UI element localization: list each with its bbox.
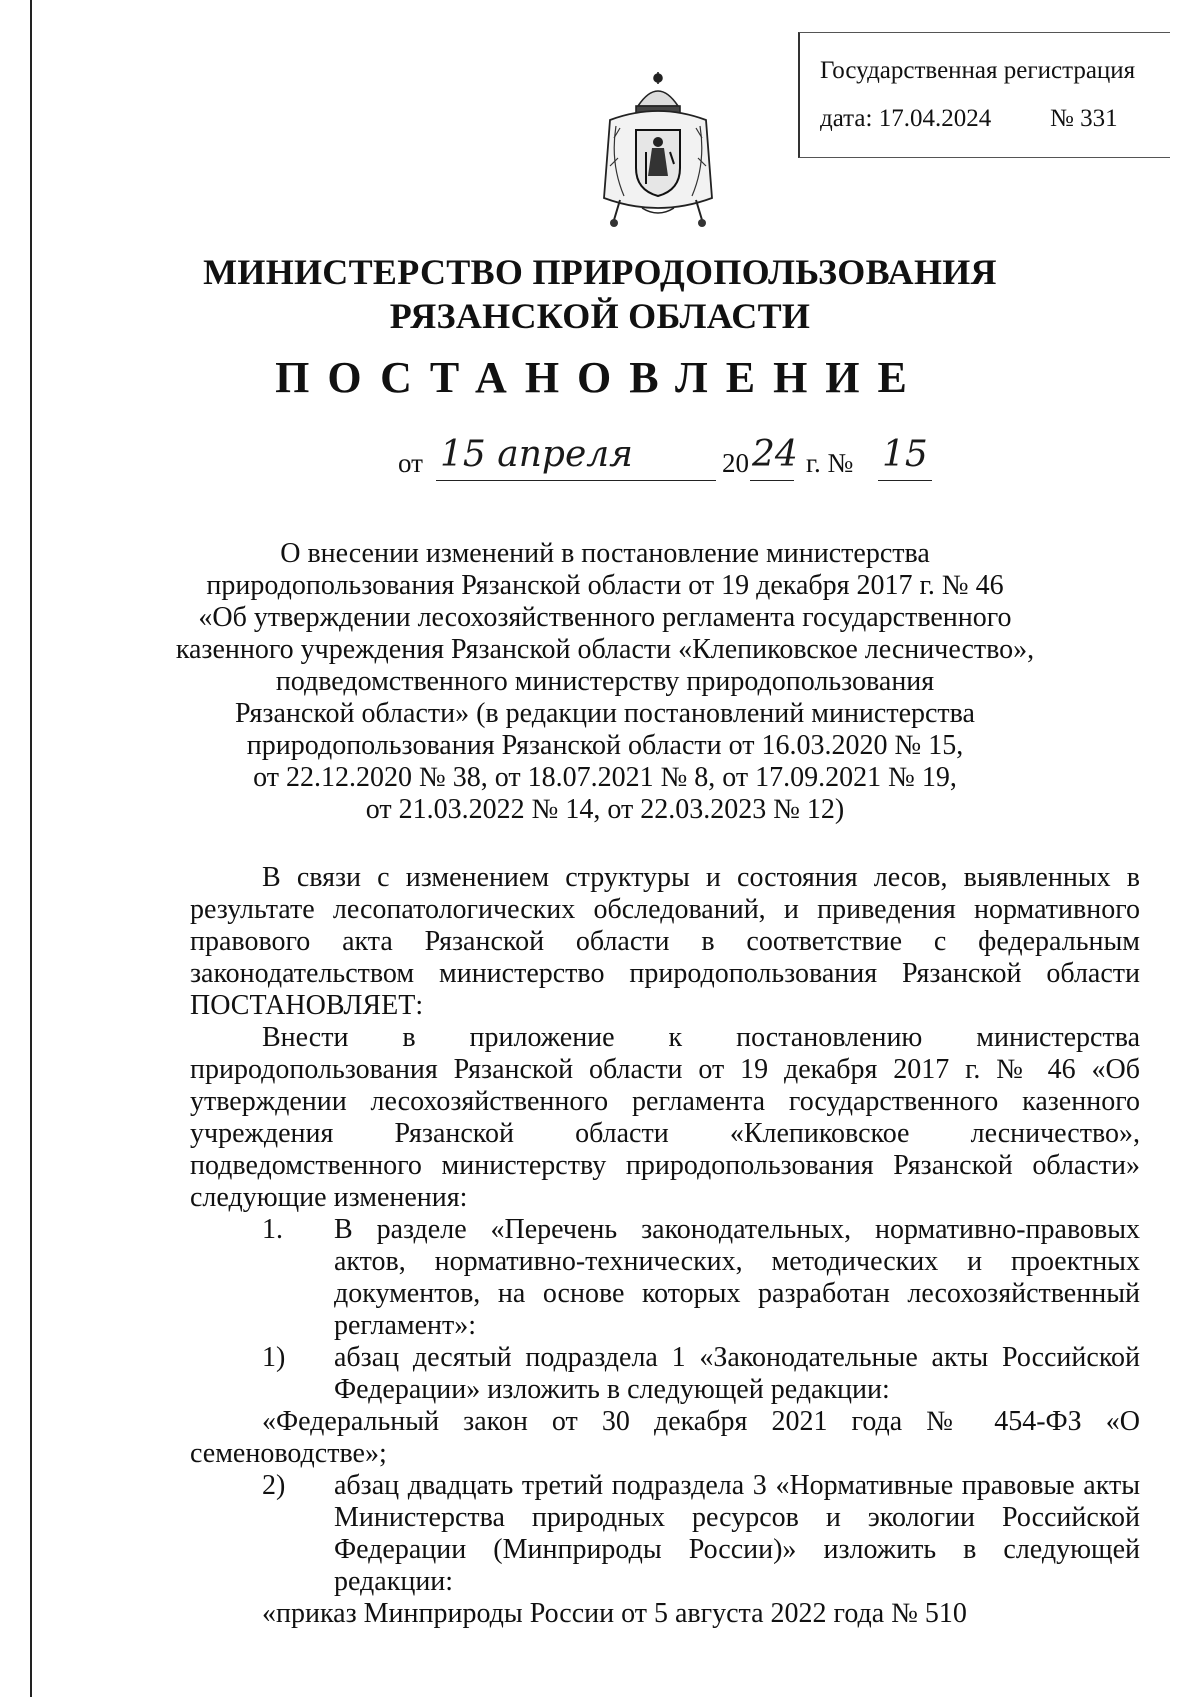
subject-line: природопользования Рязанской области от 19 декабря 2017 г. № 46 (206, 570, 1004, 601)
subject-line: от 22.12.2020 № 38, от 18.07.2021 № 8, от 17.09.2021 № 19, (253, 762, 957, 793)
subitem-1-number: 1) (262, 1342, 286, 1373)
subitem-1 (118, 1342, 1140, 1406)
subject-line: Рязанской области» (в редакции постановлений министерства (235, 698, 975, 729)
document-type-heading: ПОСТАНОВЛЕНИЕ (275, 353, 925, 402)
intro-paragraph: Внести в приложение к постановлению министерства природопользования Рязанской области от 19 декабря 2017 г. № 46 «Об утверждении лесохозяйственного регламента государственного казенного учреждения Рязанской области «Клепиковское лесничество», подведомственного министерству природопользования Рязанской области» следующие изменения: (190, 1022, 1140, 1213)
item-1 (190, 1214, 1140, 1342)
registration-stamp (798, 32, 1170, 158)
decree-dateline (0, 436, 1200, 486)
number-prefix: г. № (806, 448, 854, 478)
decree-body (190, 862, 1140, 1630)
decree-subject (150, 538, 1060, 826)
subitem-2 (118, 1470, 1140, 1598)
subject-line: «Об утверждении лесохозяйственного регламента государственного (198, 602, 1012, 633)
handwritten-year: 24 (752, 434, 798, 475)
subject-line: О внесении изменений в постановление министерства (280, 538, 930, 569)
item-1-text: В разделе «Перечень законодательных, нормативно-правовых актов, нормативно-технических, методических и проектных документов, на основе которых разработан лесохозяйственный регламент»: (334, 1214, 1140, 1341)
item-1-number: 1. (262, 1214, 283, 1245)
number-underline (878, 480, 932, 481)
registration-date: дата: 17.04.2024 (820, 105, 992, 132)
quote-2-paragraph: «приказ Минприроды России от 5 августа 2022 года № 510 (262, 1598, 967, 1629)
subject-line: казенного учреждения Рязанской области «Клепиковское лесничество», (175, 634, 1035, 665)
quote-1-paragraph: «Федеральный закон от 30 декабря 2021 года № 454-ФЗ «О семеноводстве»; (190, 1406, 1140, 1469)
year-prefix: 20 (722, 448, 749, 478)
handwritten-date: 15 апреля (440, 434, 634, 475)
subject-line: подведомственного министерству природопользования (275, 666, 935, 697)
ministry-title-line-2: РЯЗАНСКОЙ ОБЛАСТИ (389, 296, 811, 336)
registration-number: № 331 (1050, 105, 1118, 132)
date-prefix: от (398, 448, 423, 478)
subject-line: от 21.03.2022 № 14, от 22.03.2023 № 12) (365, 794, 845, 825)
subitem-1-text: абзац десятый подраздела 1 «Законодательные акты Российской Федерации» изложить в следующей редакции: (334, 1342, 1140, 1405)
year-underline (750, 480, 794, 481)
handwritten-number: 15 (882, 434, 928, 475)
ministry-title-line-1: МИНИСТЕРСТВО ПРИРОДОПОЛЬЗОВАНИЯ (203, 252, 997, 292)
ryazan-coat-of-arms-icon (590, 68, 726, 236)
preamble-paragraph: В связи с изменением структуры и состояния лесов, выявленных в результате лесопатологических обследований, и приведения нормативного правового акта Рязанской области в соответствие с федеральным законодательством министерство природопользования Рязанской области ПОСТАНОВЛЯЕТ: (190, 862, 1140, 1021)
registration-label: Государственная регистрация (820, 57, 1136, 84)
date-underline (436, 480, 716, 481)
subitem-2-number: 2) (262, 1470, 286, 1501)
subject-line: природопользования Рязанской области от 16.03.2020 № 15, (246, 730, 964, 761)
subitem-2-text: абзац двадцать третий подраздела 3 «Нормативные правовые акты Министерства природных ресурсов и экологии Российской Федерации (Минприроды России)» изложить в следующей редакции: (334, 1470, 1140, 1597)
